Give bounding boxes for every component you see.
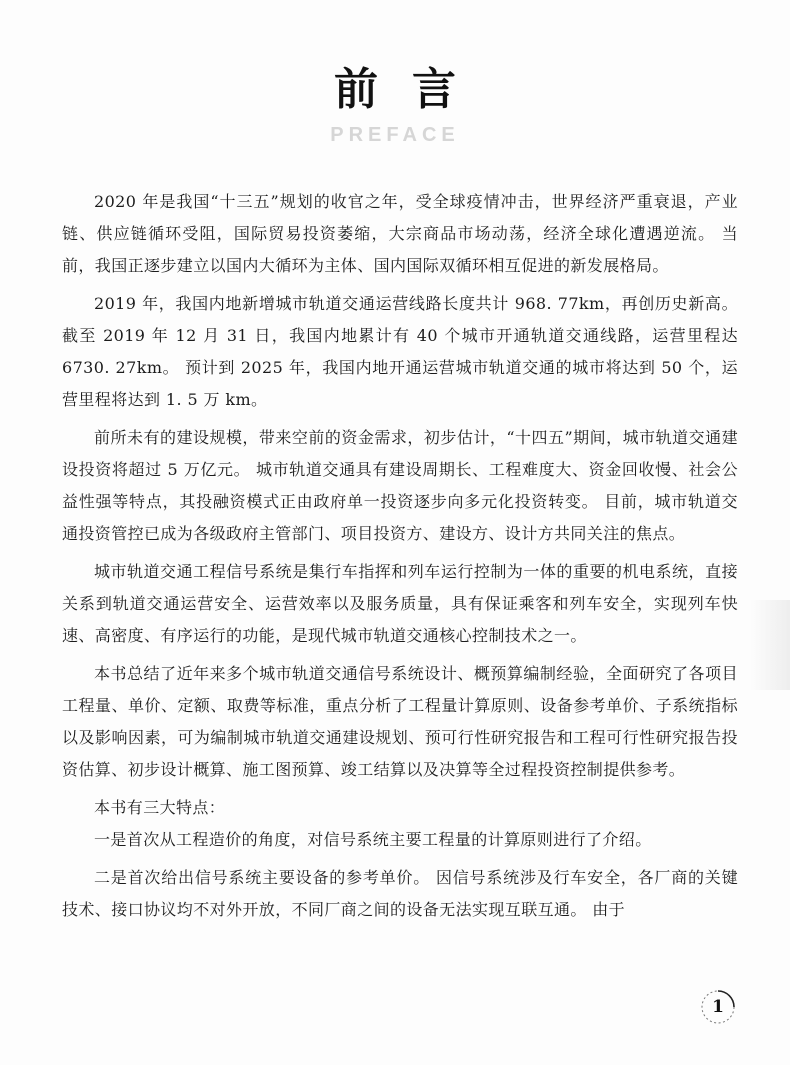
body-text xyxy=(62,186,738,932)
page-number-badge xyxy=(698,987,738,1027)
paragraph-4: 城市轨道交通工程信号系统是集行车指挥和列车运行控制为一体的重要的机电系统，直接关系到轨道交通运营安全、运营效率以及服务质量，具有保证乘客和列车安全，实现列车快速、高密度、有序运行的功能，是现代城市轨道交通核心控制技术之一。 xyxy=(62,562,738,645)
paragraph-5: 本书总结了近年来多个城市轨道交通信号系统设计、概预算编制经验，全面研究了各项目工程量、单价、定额、取费等标准，重点分析了工程量计算原则、设备参考单价、子系统指标以及影响因素，可为编制城市轨道交通建设规划、预可行性研究报告和工程可行性研究报告投资估算、初步设计概算、施工图预算、竣工结算以及决算等全过程投资控制提供参考。 xyxy=(62,664,738,779)
paragraph-2: 2019 年，我国内地新增城市轨道交通运营线路长度共计 968. 77km，再创历史新高。 截至 2019 年 12 月 31 日，我国内地累计有 40 个城市开通轨道交通线路，运营里程达 6730. 27km。 预计到 2025 年，我国内地开通运营城市轨道交通的城市将达到 50 个，运营里程将达到 1. 5 万 km。 xyxy=(62,294,738,409)
page-subtitle: PREFACE xyxy=(330,124,460,146)
paragraph-7: 一是首次从工程造价的角度，对信号系统主要工程量的计算原则进行了介绍。 xyxy=(94,830,652,849)
page-title: 前言 xyxy=(334,64,490,115)
paragraph-8: 二是首次给出信号系统主要设备的参考单价。 因信号系统涉及行车安全，各厂商的关键技术、接口协议均不对外开放，不同厂商之间的设备无法实现互联互通。 由于 xyxy=(62,868,738,919)
paragraph-3: 前所未有的建设规模，带来空前的资金需求，初步估计，“十四五”期间，城市轨道交通建设投资将超过 5 万亿元。 城市轨道交通具有建设周期长、工程难度大、资金回收慢、社会公益性强等特点，其投融资模式正由政府单一投资逐步向多元化投资转变。 目前，城市轨道交通投资管控已成为各级政府主管部门、项目投资方、建设方、设计方共同关注的焦点。 xyxy=(62,428,738,543)
page-edge-shadow xyxy=(750,600,790,690)
page-number: 1 xyxy=(712,997,724,1017)
paragraph-1: 2020 年是我国“十三五”规划的收官之年，受全球疫情冲击，世界经济严重衰退，产业链、供应链循环受阻，国际贸易投资萎缩，大宗商品市场动荡，经济全球化遭遇逆流。 当前，我国正逐步建立以国内大循环为主体、国内国际双循环相互促进的新发展格局。 xyxy=(62,192,738,275)
paragraph-6: 本书有三大特点： xyxy=(94,798,226,817)
